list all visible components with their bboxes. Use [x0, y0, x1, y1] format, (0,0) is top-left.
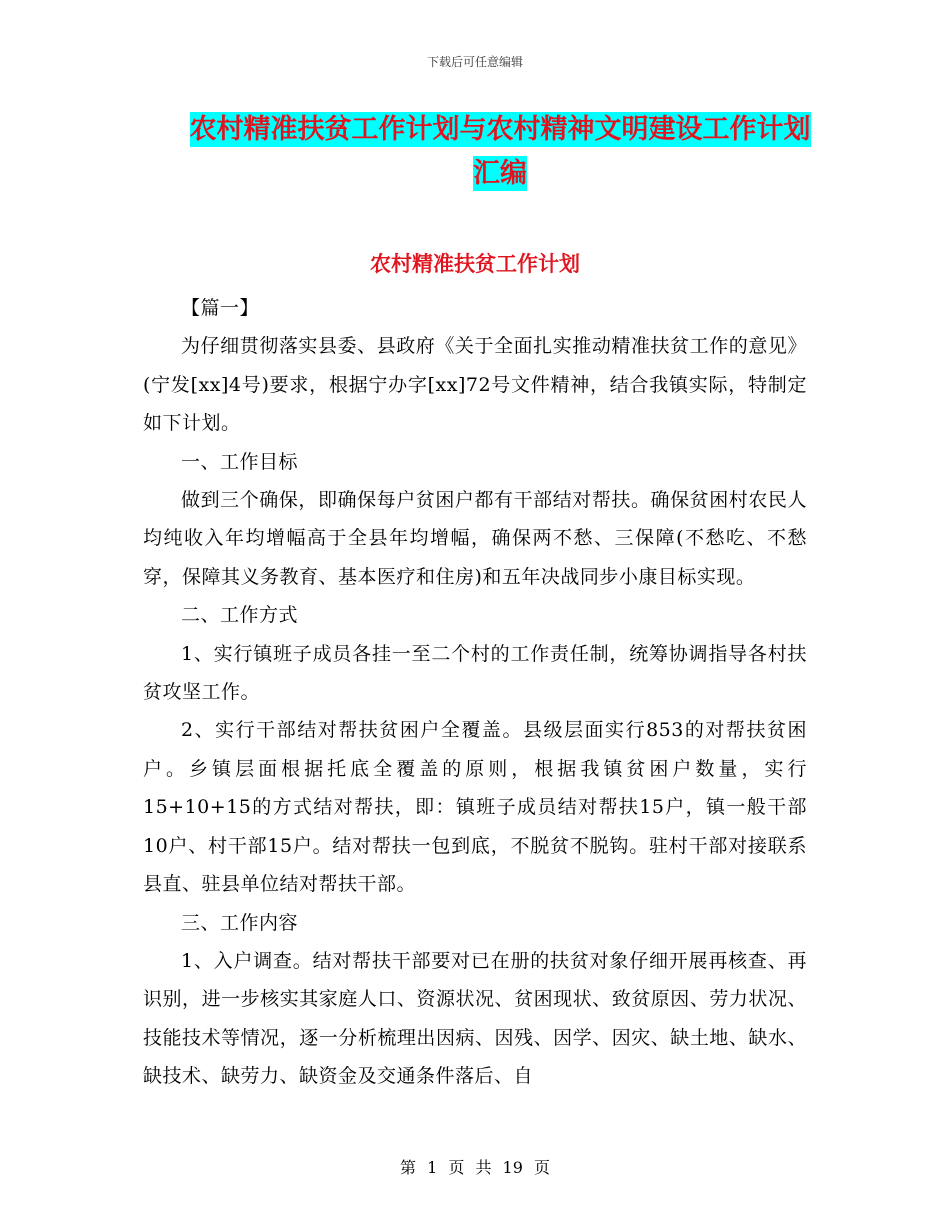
paragraph-heading: 三、工作内容	[181, 911, 299, 934]
document-title-line-1: 农村精准扶贫工作计划与农村精神文明建设工作计划	[189, 114, 811, 145]
paragraph: 做到三个确保，即确保每户贫困户都有干部结对帮扶。确保贫困村农民人均纯收入年均增幅高于全县年均增幅，确保两不愁、三保障(不愁吃、不愁穿，保障其义务教育、基本医疗和住房)和五年决战同步小康目标实现。	[143, 489, 807, 588]
paragraph-heading: 【篇一】	[181, 297, 260, 319]
paragraph: 为仔细贯彻落实县委、县政府《关于全面扎实推动精准扶贫工作的意见》(宁发[xx]4号)要求，根据宁办字[xx]72号文件精神，结合我镇实际，特制定如下计划。	[143, 335, 807, 435]
section-title: 农村精准扶贫工作计划	[370, 252, 580, 276]
paragraph: 1、实行镇班子成员各挂一至二个村的工作责任制，统筹协调指导各村扶贫攻坚工作。	[143, 642, 807, 704]
paragraph: 2、实行干部结对帮扶贫困户全覆盖。县级层面实行853的对帮扶贫困户。乡镇层面根据托底全覆盖的原则，根据我镇贫困户数量，实行15+10+15的方式结对帮扶，即：镇班子成员结对帮扶15户，镇一般干部10户、村干部15户。结对帮扶一包到底，不脱贫不脱钩。驻村干部对接联系县直、驻县单位结对帮扶干部。	[143, 719, 807, 896]
document-body	[143, 289, 807, 1096]
paragraph-heading: 二、工作方式	[181, 604, 299, 627]
paragraph-heading: 一、工作目标	[181, 450, 299, 473]
paragraph: 1、入户调查。结对帮扶干部要对已在册的扶贫对象仔细开展再核查、再识别，进一步核实其家庭人口、资源状况、贫困现状、致贫原因、劳力状况、技能技术等情况，逐一分析梳理出因病、因残、因学、因灾、缺土地、缺水、缺技术、缺劳力、缺资金及交通条件落后、自	[143, 949, 807, 1088]
page-number: 第 1 页 共 19 页	[400, 1158, 550, 1177]
document-title-line-2: 汇编	[473, 158, 527, 189]
page-header-note: 下载后可任意编辑	[426, 55, 523, 69]
document-title	[150, 108, 850, 196]
